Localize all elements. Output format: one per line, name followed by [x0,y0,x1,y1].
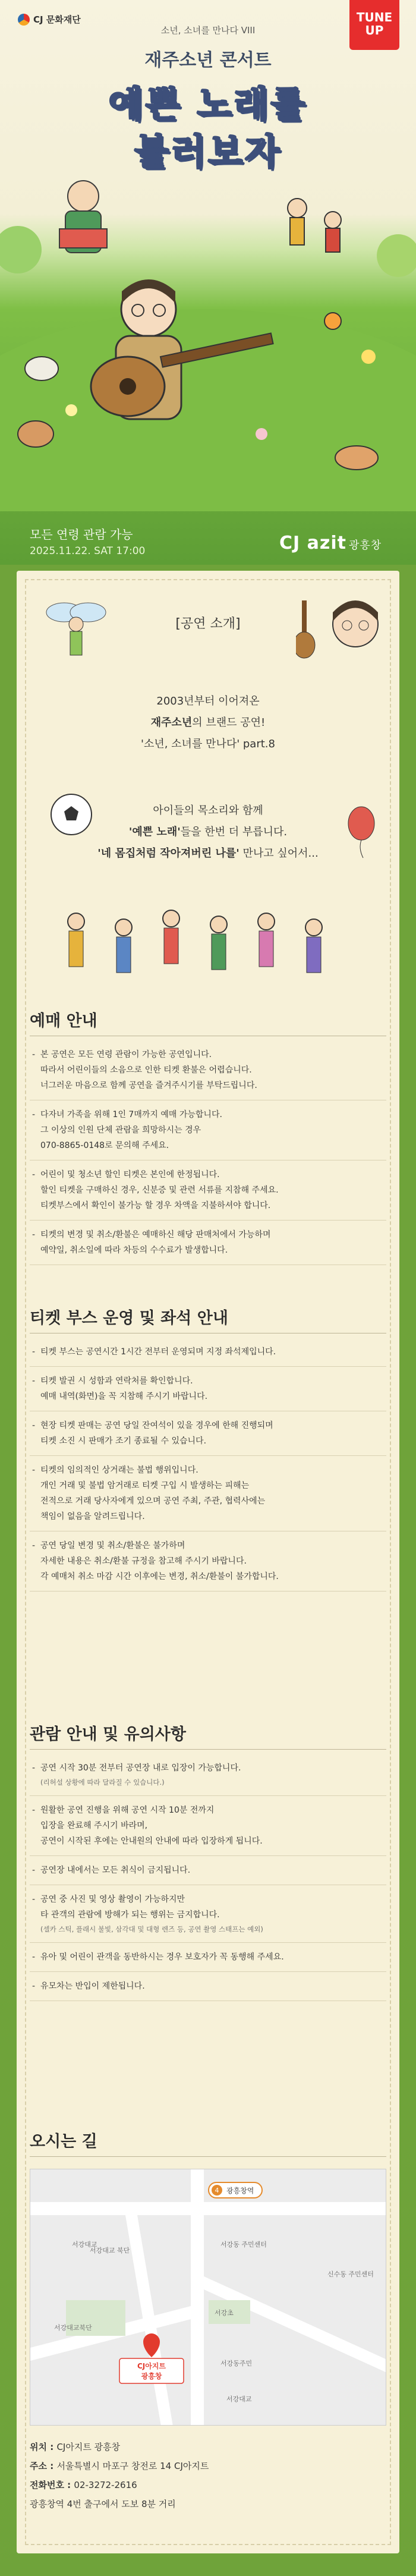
guitar-and-face-illustration [296,589,385,678]
section-divider [30,1749,386,1750]
list-item-text: 티켓 부스는 공연시간 1시간 전부터 운영되며 지정 좌석제입니다. [40,1347,276,1357]
bullet-dash: - [32,1866,36,1875]
dog-shape [335,446,378,470]
list-item [30,1943,386,1972]
children-illustration [52,904,361,999]
hill-shape [0,309,416,511]
bunny-shape [25,357,58,380]
section-divider [30,2156,386,2157]
list-item-text: 공연장 내에서는 모든 취식이 금지됩니다. [40,1866,191,1875]
tuneup-logo: TUNE UP [349,0,399,50]
list-item-text: 책임이 없음을 알려드립니다. [40,1512,145,1521]
bullet-dash: - [32,1465,36,1475]
list-item [30,1221,386,1265]
list-item-note: (리허설 상황에 따라 달라질 수 있습니다.) [40,1778,165,1786]
list-item-text: 전적으로 거래 당사자에게 있으며 공연 주최, 주관, 협력사에는 [40,1496,266,1506]
list-item-text: 너그러운 마음으로 함께 공연을 즐겨주시기를 부탁드립니다. [40,1081,257,1090]
list-item [30,1885,386,1943]
info-card [17,571,399,2553]
list-item [30,1972,386,2001]
svg-text:광흥창역: 광흥창역 [226,2187,254,2195]
section-title-directions: 오시는 길 [30,2132,97,2151]
list-item-text: 티켓의 변경 및 취소/환불은 예매하신 해당 판매처에서 가능하며 [40,1230,271,1240]
bullet-dash: - [32,1541,36,1550]
list-item [30,1367,386,1411]
flower-shape [256,428,267,440]
hero-info [30,526,145,559]
svg-text:광흥창: 광흥창 [141,2372,162,2380]
map-label: 서강대교북단 [54,2324,92,2332]
address-value: 서울특별시 마포구 창전로 14 CJ아지트 [56,2461,209,2471]
svg-text:CJ아지트: CJ아지트 [137,2362,166,2370]
bullet-dash: - [32,1376,36,1386]
flower-shape [65,404,77,416]
list-item-text: 예매 내역(화면)을 꼭 지참해 주시기 바랍니다. [40,1392,208,1401]
location-value: CJ아지트 광흥창 [56,2442,121,2452]
bullet-dash: - [32,1170,36,1180]
bullet-dash: - [32,1230,36,1240]
intro-heading: [공연 소개] [175,617,241,631]
map-label: 서강대교 [72,2241,97,2248]
list-item-text: 유아 및 어린이 관객을 동반하시는 경우 보호자가 꼭 동행해 주세요. [40,1952,284,1962]
list-item [30,1796,386,1856]
list-item [30,1456,386,1531]
section-title-booking: 예매 안내 [30,1012,97,1030]
list-item-text: 입장을 완료해 주시기 바라며, [40,1821,148,1830]
hero-title: 재주소년 콘서트 [144,50,272,71]
list-item [30,1338,386,1367]
map-label: 서강대교 북단 [90,2247,130,2254]
list-item-text: 티켓 소진 시 판매가 조기 종료될 수 있습니다. [40,1436,207,1446]
flower-shape [361,350,376,364]
list-item-text: 그 이상의 인원 단체 관람을 희망하시는 경우 [40,1125,201,1135]
hero-main-title-line1: 예쁜 노래를 [108,84,308,125]
tree-right [377,234,416,277]
bullet-dash: - [32,1806,36,1815]
map-road [191,2169,204,2426]
map-label: 서강동 주민센터 [220,2241,267,2248]
hero-illustration [0,178,416,511]
list-item-text: 070-8865-0148로 문의해 주세요. [40,1141,169,1150]
cj-logo-text: CJ 문화재단 [33,14,81,25]
bullet-dash: - [32,1050,36,1059]
hero-banner [0,0,416,565]
intro-paragraph-1: 2003년부터 이어져온 재주소년의 브랜드 공연! '소년, 소녀를 만나다' part.8 [141,695,275,750]
list-item-text: 유모차는 반입이 제한됩니다. [40,1981,145,1991]
booth-list [30,1338,386,1591]
bullet-dash: - [32,1763,36,1773]
list-item-text: 각 예매처 취소 마감 시간 이후에는 변경, 취소/환불이 불가합니다. [40,1572,279,1581]
section-title-viewing: 관람 안내 및 유의사항 [30,1725,186,1744]
hero-series: 소년, 소녀를 만나다 VIII [160,25,256,36]
list-item [30,1856,386,1885]
fairy-illustration [40,589,112,678]
datetime-text: 2025.11.22. SAT 17:00 [30,545,146,557]
list-item [30,1531,386,1591]
list-item-text: 공연 시작 30분 전부터 공연장 내로 입장이 가능합니다. [40,1763,241,1773]
list-item-text: 다자녀 가족을 위해 1인 7매까지 예매 가능합니다. [40,1110,222,1119]
list-item-text: 예약일, 취소일에 따라 차등의 수수료가 발생합니다. [40,1245,228,1255]
list-item [30,1160,386,1221]
station-marker [209,2182,262,2198]
list-item-text: 타 관객의 관람에 방해가 되는 행위는 금지합니다. [40,1910,220,1920]
ball-shape [324,313,341,329]
list-item [30,1100,386,1160]
section-title-booth: 티켓 부스 운영 및 좌석 안내 [30,1309,228,1328]
map-road [30,2202,386,2215]
bullet-dash: - [32,1110,36,1119]
list-item-text: 본 공연은 모든 연령 관람이 가능한 공연입니다. [40,1050,212,1059]
cj-azit-logo: CJ azit 광흥창 [279,533,382,553]
map-label: 서강초 [215,2309,234,2317]
list-item-note: (셀카 스틱, 플래시 불빛, 삼각대 및 대형 렌즈 등, 공연 촬영 스태프는 예외) [40,1925,263,1933]
list-item-text: 공연이 시작된 후에는 안내원의 안내에 따라 입장하게 됩니다. [40,1836,263,1846]
bullet-dash: - [32,1421,36,1430]
list-item-text: 할인 티켓을 구매하신 경우, 신분증 및 관련 서류를 지참해 주세요. [40,1185,279,1195]
accordion-player-figure [59,181,107,253]
bullet-dash: - [32,1347,36,1357]
list-item-text: 티켓의 임의적인 상거래는 불법 행위입니다. [40,1465,198,1475]
audience-text: 모든 연령 관람 가능 [30,527,133,542]
bullet-dash: - [32,1952,36,1962]
intro-paragraph-2: 아이들의 목소리와 함께 '예쁜 노래'들을 한번 더 부릅니다. '네 몸집처럼 작아져버린 나를' 만나고 싶어서... [97,804,319,860]
location-map[interactable] [30,2169,386,2426]
location-info: 위치 : CJ아지트 광흥창 주소 : 서울특별시 마포구 창전로 14 CJ아지트 전화번호 : 02-3272-2616 광흥창역 4번 출구에서 도보 8분 거리 [30,2437,386,2514]
route-text: 광흥창역 4번 출구에서 도보 8분 거리 [30,2499,176,2509]
list-item-text: 원활한 공연 진행을 위해 공연 시작 10분 전까지 [40,1806,215,1815]
bullet-dash: - [32,1981,36,1991]
list-item [30,1754,386,1796]
list-item [30,1411,386,1456]
list-item-text: 어린이 및 청소년 할인 티켓은 본인에 한정됩니다. [40,1170,220,1180]
people-right-figures [288,199,341,252]
map-label: 서강대교 [226,2395,252,2403]
tree-left [0,226,42,273]
bear-shape [18,421,53,447]
list-item-text: 공연 중 사진 및 영상 촬영이 가능하지만 [40,1895,185,1904]
list-item-text: 티켓부스에서 확인이 불가능 할 경우 차액을 지불하셔야 합니다. [40,1201,271,1210]
list-item-text: 개인 거래 및 불법 암거래로 티켓 구입 시 발생하는 피해는 [40,1481,250,1490]
map-label: 서강동주민 [220,2360,253,2367]
viewing-list [30,1754,386,2001]
list-item [30,1040,386,1100]
list-item-text: 공연 당일 변경 및 취소/환불은 불가하며 [40,1541,185,1550]
phone-value[interactable]: 02-3272-2616 [74,2480,137,2490]
map-label: 신수동 주민센터 [327,2270,374,2278]
svg-text:4: 4 [215,2187,219,2194]
bullet-dash: - [32,1895,36,1904]
list-item-text: 자세한 내용은 취소/환불 규정을 참고해 주시기 바랍니다. [40,1556,247,1566]
list-item-text: 티켓 발권 시 성함과 연락처를 확인합니다. [40,1376,193,1386]
hero-main-title-line2: 불러보자 [134,131,282,173]
list-item-text: 따라서 어린이들의 소음으로 인한 티켓 환불은 어렵습니다. [40,1065,252,1075]
list-item-text: 현장 티켓 판매는 공연 당일 잔여석이 있을 경우에 한해 진행되며 [40,1421,273,1430]
booking-list [30,1040,386,1265]
